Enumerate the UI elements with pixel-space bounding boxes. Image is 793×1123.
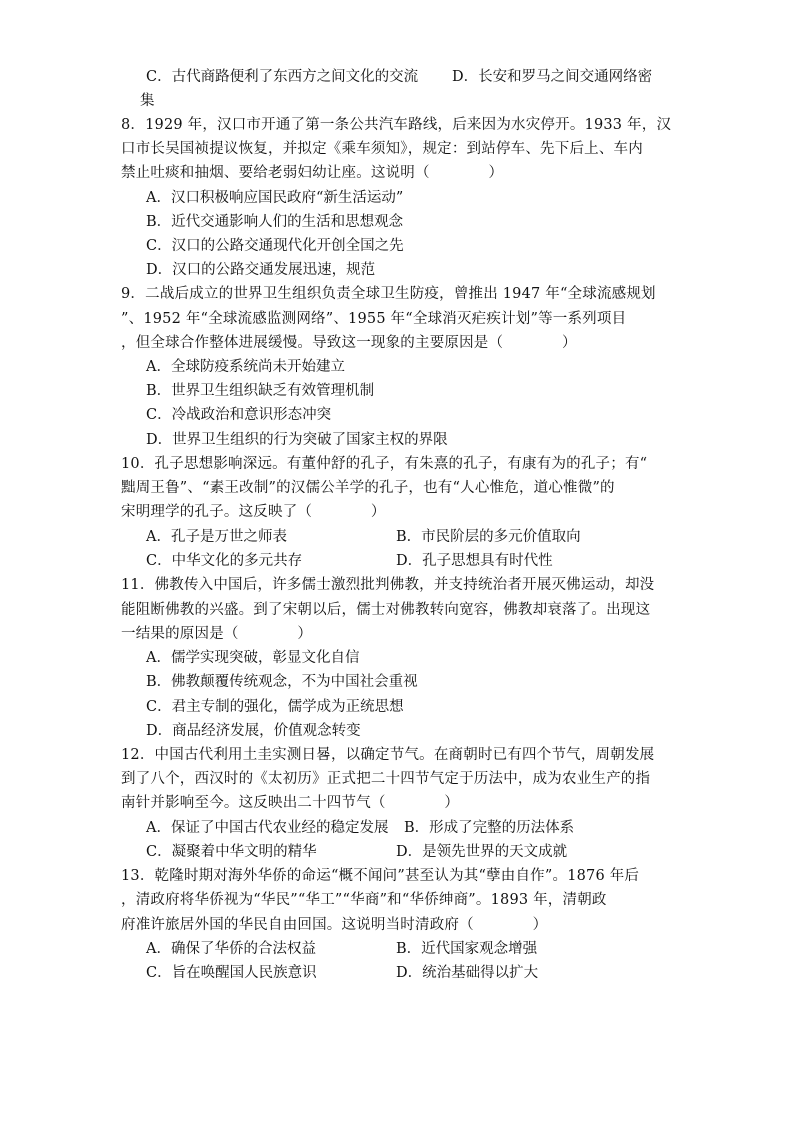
q11-stem-line-3: 一结果的原因是（ ） xyxy=(121,626,313,642)
q10-option-a: A．孔子是万世之师表 xyxy=(146,529,287,545)
q8-stem-line-1: 8．1929 年，汉口市开通了第一条公共汽车路线，后来因为水灾停开。1933 年，汉 xyxy=(121,117,672,133)
q10-option-b: B．市民阶层的多元价值取向 xyxy=(396,529,581,545)
q12-option-d: D．是领先世界的天文成就 xyxy=(396,844,568,860)
q8-option-b: B．近代交通影响人们的生活和思想观念 xyxy=(146,214,404,230)
q12-stem-line-3: 南针并影响至今。这反映出二十四节气（ ） xyxy=(121,795,460,811)
q12-option-a: A．保证了中国古代农业经的稳定发展 xyxy=(146,820,389,836)
q8-option-d: D．汉口的公路交通发展迅速，规范 xyxy=(146,262,376,278)
q11-option-b: B．佛教颠覆传统观念，不为中国社会重视 xyxy=(146,674,418,690)
q10-stem-line-1: 10．孔子思想影响深远。有董仲舒的孔子，有朱熹的孔子，有康有为的孔子；有“ xyxy=(121,456,648,472)
q9-option-c: C．冷战政治和意识形态冲突 xyxy=(146,407,332,423)
q8-stem-line-3: 禁止吐痰和抽烟、要给老弱妇幼让座。这说明（ ） xyxy=(121,165,504,181)
q8-option-a: A．汉口积极响应国民政府“新生活运动” xyxy=(146,190,404,206)
q9-stem-line-2: ”、1952 年“全球流感监测网络”、1955 年“全球消灭疟疾计划”等一系列项目 xyxy=(121,311,627,327)
q13-option-a: A．确保了华侨的合法权益 xyxy=(146,941,316,957)
q9-stem-line-1: 9．二战后成立的世界卫生组织负责全球卫生防疫，曾推出 1947 年“全球流感规划 xyxy=(121,286,656,302)
q7-option-c: C．古代商路便利了东西方之间文化的交流 xyxy=(146,69,419,85)
q9-stem-line-3: ，但全球合作整体进展缓慢。导致这一现象的主要原因是（ ） xyxy=(121,335,577,351)
q12-option-b: B．形成了完整的历法体系 xyxy=(404,820,575,836)
q13-stem-line-1: 13．乾隆时期对海外华侨的命运“概不闻问”甚至认为其“孽由自作”。1876 年后 xyxy=(121,868,640,884)
q10-stem-line-3: 宋明理学的孔子。这反映了（ ） xyxy=(121,504,386,520)
q12-option-c: C．凝聚着中华文明的精华 xyxy=(146,844,317,860)
q7-option-d-wrap: 集 xyxy=(140,93,155,109)
q11-option-d: D．商品经济发展，价值观念转变 xyxy=(146,723,361,739)
q12-stem-line-1: 12．中国古代利用土圭实测日晷，以确定节气。在商朝时已有四个节气，周朝发展 xyxy=(121,747,655,763)
q9-option-d: D．世界卫生组织的行为突破了国家主权的界限 xyxy=(146,432,448,448)
q10-option-d: D．孔子思想具有时代性 xyxy=(396,553,553,569)
q11-stem-line-2: 能阻断佛教的兴盛。到了宋朝以后，儒士对佛教转向宽容，佛教却衰落了。出现这 xyxy=(121,602,651,618)
q12-stem-line-2: 到了八个，西汉时的《太初历》正式把二十四节气定于历法中，成为农业生产的指 xyxy=(121,771,651,787)
q13-option-c: C．旨在唤醒国人民族意识 xyxy=(146,965,317,981)
q10-stem-line-2: 黜周王鲁”、“素王改制”的汉儒公羊学的孔子，也有“人心惟危，道心惟微”的 xyxy=(121,480,615,496)
q11-stem-line-1: 11．佛教传入中国后，许多儒士激烈批判佛教，并支持统治者开展灭佛运动，却没 xyxy=(121,577,655,593)
q7-option-d: D．长安和罗马之间交通网络密 xyxy=(452,69,653,85)
q10-option-c: C．中华文化的多元共存 xyxy=(146,553,303,569)
q9-option-a: A．全球防疫系统尚未开始建立 xyxy=(146,359,345,375)
q13-stem-line-3: 府准许旅居外国的华民自由回国。这说明当时清政府（ ） xyxy=(121,917,548,933)
q8-stem-line-2: 口市长吴国祯提议恢复，并拟定《乘车须知》，规定：到站停车、先下后上、车内 xyxy=(121,141,643,157)
q11-option-a: A．儒学实现突破，彰显文化自信 xyxy=(146,650,360,666)
q13-option-d: D．统治基础得以扩大 xyxy=(396,965,539,981)
q8-option-c: C．汉口的公路交通现代化开创全国之先 xyxy=(146,238,404,254)
q13-option-b: B．近代国家观念增强 xyxy=(396,941,538,957)
q11-option-c: C．君主专制的强化，儒学成为正统思想 xyxy=(146,699,404,715)
q13-stem-line-2: ，清政府将华侨视为“华民”“华工”“华商”和“华侨绅商”。1893 年，清朝政 xyxy=(121,892,607,908)
q9-option-b: B．世界卫生组织缺乏有效管理机制 xyxy=(146,383,375,399)
